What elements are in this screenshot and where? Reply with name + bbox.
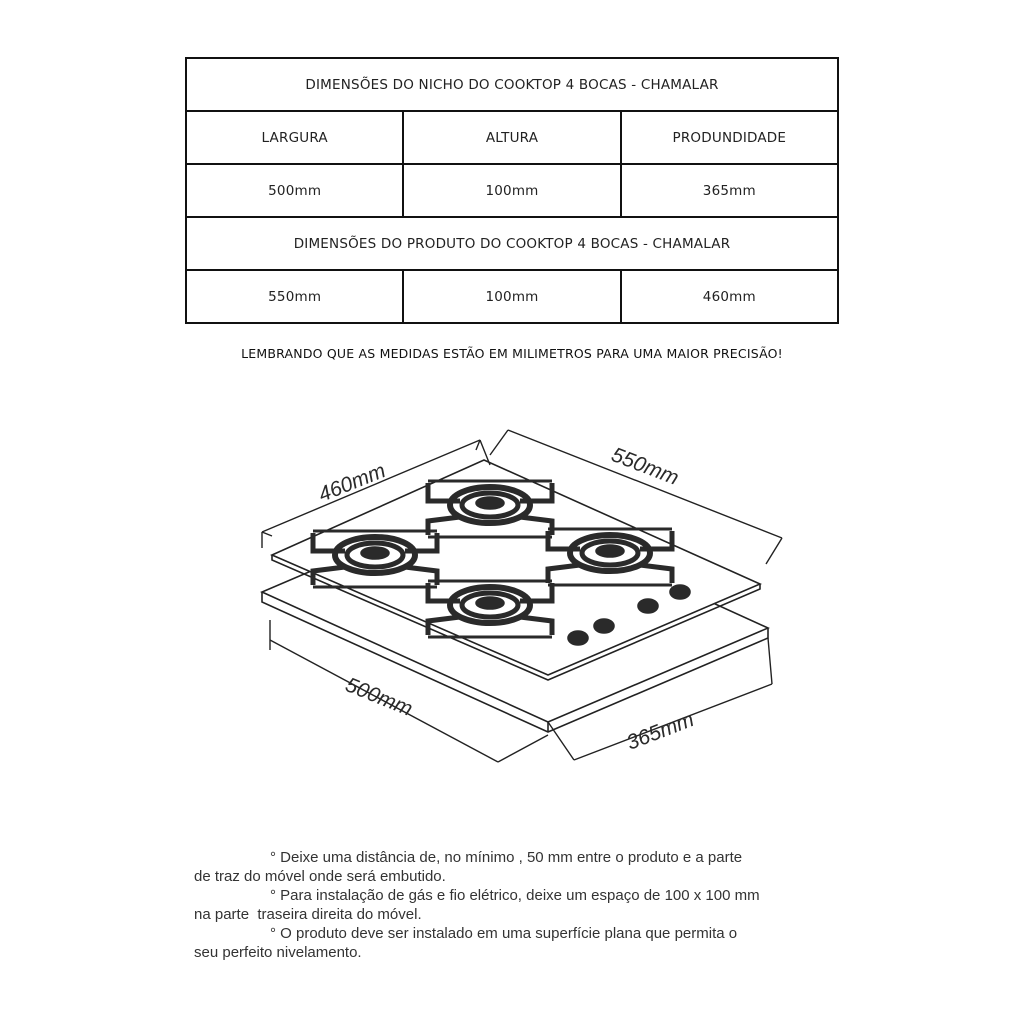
- product-height-cell: 100mm: [403, 270, 620, 323]
- dimension-label-500: 500mm: [342, 673, 416, 721]
- width-column-header: LARGURA: [186, 111, 403, 164]
- depth-column-header: PRODUNDIDADE: [621, 111, 838, 164]
- millimeter-note: LEMBRANDO QUE AS MEDIDAS ESTÃO EM MILIMETROS PARA UMA MAIOR PRECISÃO!: [241, 346, 783, 361]
- dimension-label-550: 550mm: [608, 443, 682, 490]
- instruction-line: de traz do móvel onde será embutido.: [194, 868, 446, 885]
- niche-height-cell: 100mm: [403, 164, 620, 217]
- product-depth-cell: 460mm: [621, 270, 838, 323]
- niche-width-cell: 500mm: [186, 164, 403, 217]
- instruction-line: na parte traseira direita do móvel.: [194, 906, 422, 923]
- product-width-cell: 550mm: [186, 270, 403, 323]
- instruction-line: ° O produto deve ser instalado em uma superfície plana que permita o: [270, 925, 738, 942]
- dimension-label-365: 365mm: [623, 708, 698, 755]
- installation-instructions: [194, 848, 854, 962]
- height-column-header: ALTURA: [403, 111, 620, 164]
- cooktop-drawing: [0, 380, 1024, 800]
- niche-depth-cell: 365mm: [621, 164, 838, 217]
- dimension-label-460: 460mm: [315, 459, 389, 507]
- instruction-line: ° Para instalação de gás e fio elétrico, deixe um espaço de 100 x 100 mm: [270, 887, 760, 904]
- instruction-line: seu perfeito nivelamento.: [194, 944, 362, 961]
- dimensions-table: [185, 57, 839, 324]
- instruction-line: ° Deixe uma distância de, no mínimo , 50 mm entre o produto e a parte: [270, 849, 743, 866]
- product-dimensions-header: DIMENSÕES DO PRODUTO DO COOKTOP 4 BOCAS - CHAMALAR: [186, 217, 838, 270]
- niche-dimensions-header: DIMENSÕES DO NICHO DO COOKTOP 4 BOCAS - CHAMALAR: [186, 58, 838, 111]
